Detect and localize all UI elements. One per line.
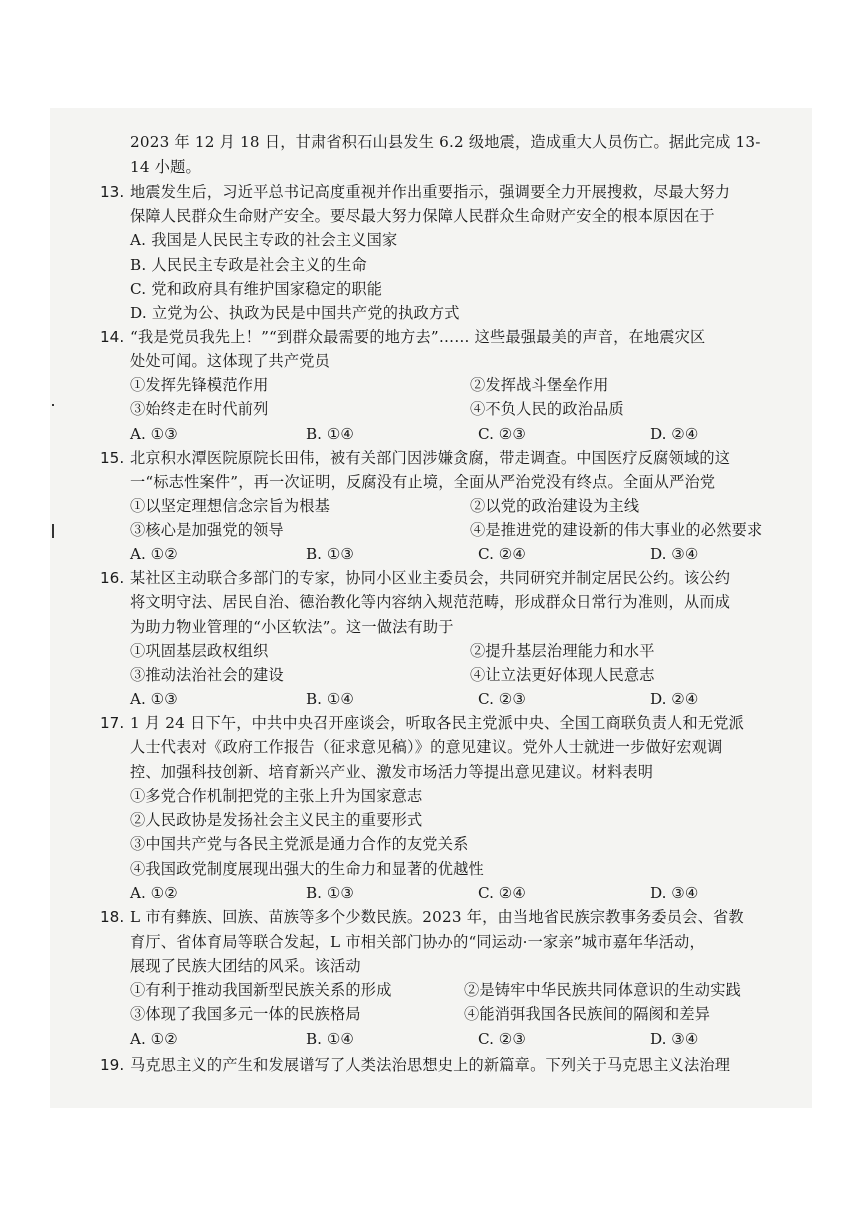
question-15-item-4: ④是推进党的建设新的伟大事业的必然要求 [470,521,763,539]
question-16-choice-d: D. ②④ [650,690,699,708]
question-15-choice-d: D. ③④ [650,545,699,563]
question-17-number: 17. [100,714,125,732]
question-15-number: 15. [100,449,125,467]
question-14-stem-2: 处处可闻。这体现了共产党员 [130,352,331,370]
question-16-item-3: ③推动法治社会的建设 [130,666,284,684]
question-16-choice-b: B. ①④ [306,690,355,708]
question-16-choice-c: C. ②③ [478,690,526,708]
intro-line-2: 14 小题。 [130,158,201,176]
question-13-number: 13. [100,183,125,201]
scan-mark-bottom [52,524,54,538]
question-18-item-4: ④能消弭我国各民族间的隔阂和差异 [464,1005,711,1023]
question-17-stem-1: 1 月 24 日下午，中共中央召开座谈会，听取各民主党派中央、全国工商联负责人和无党派 [130,714,745,732]
question-18-choice-a: A. ①② [130,1030,178,1048]
question-14-item-3: ③始终走在时代前列 [130,400,269,418]
question-17-choice-b: B. ①③ [306,884,355,902]
question-19-stem-1: 马克思主义的产生和发展谱写了人类法治思想史上的新篇章。下列关于马克思主义法治理 [130,1056,731,1074]
question-16-item-4: ④让立法更好体现人民意志 [470,666,655,684]
question-14-stem-1: “我是党员我先上！”“到群众最需要的地方去”…… 这些最强最美的声音，在地震灾区 [130,328,706,346]
question-14-choice-c: C. ②③ [478,425,526,443]
question-15-item-3: ③核心是加强党的领导 [130,521,284,539]
question-14-choice-b: B. ①④ [306,425,355,443]
question-17-item-2: ②人民政协是发扬社会主义民主的重要形式 [130,811,423,829]
question-16-number: 16. [100,569,125,587]
question-19-number: 19. [100,1056,125,1074]
question-17-item-3: ③中国共产党与各民主党派是通力合作的友党关系 [130,835,469,853]
question-15-choice-a: A. ①② [130,545,178,563]
question-14-item-2: ②发挥战斗堡垒作用 [470,376,609,394]
question-18-choice-d: D. ③④ [650,1030,699,1048]
question-17-stem-3: 控、加强科技创新、培育新兴产业、激发市场活力等提出意见建议。材料表明 [130,763,654,781]
question-17-choice-a: A. ①② [130,884,178,902]
intro-line-1: 2023 年 12 月 18 日，甘肃省积石山县发生 6.2 级地震，造成重大人员伤亡。据此完成 13- [130,133,761,151]
question-16-item-2: ②提升基层治理能力和水平 [470,642,655,660]
question-16-choice-a: A. ①③ [130,690,178,708]
question-14-choice-d: D. ②④ [650,425,699,443]
question-13-choice-c: C. 党和政府具有维护国家稳定的职能 [130,280,383,298]
question-13-stem-1: 地震发生后，习近平总书记高度重视并作出重要指示，强调要全力开展搜救，尽最大努力 [130,183,731,201]
question-17-stem-2: 人士代表对《政府工作报告（征求意见稿）》的意见建议。党外人士就进一步做好宏观调 [130,738,723,756]
question-14-item-4: ④不负人民的政治品质 [470,400,624,418]
question-17-choice-d: D. ③④ [650,884,699,902]
question-15-choice-c: C. ②④ [478,545,526,563]
question-13-choice-a: A. 我国是人民民主专政的社会主义国家 [130,231,398,249]
question-16-stem-2: 将文明守法、居民自治、德治教化等内容纳入规范范畴，形成群众日常行为准则，从而成 [130,593,731,611]
question-16-stem-1: 某社区主动联合多部门的专家，协同小区业主委员会，共同研究并制定居民公约。该公约 [130,569,731,587]
question-15-item-2: ②以党的政治建设为主线 [470,497,640,515]
question-18-item-1: ①有利于推动我国新型民族关系的形成 [130,981,392,999]
question-14-number: 14. [100,328,125,346]
question-17-item-4: ④我国政党制度展现出强大的生命力和显著的优越性 [130,860,484,878]
question-18-stem-2: 育厅、省体育局等联合发起，L 市相关部门协办的“同运动·一家亲”城市嘉年华活动， [130,933,705,951]
question-18-stem-1: L 市有彝族、回族、苗族等多个少数民族。2023 年，由当地省民族宗教事务委员会、省教 [130,908,744,926]
question-18-item-2: ②是铸牢中华民族共同体意识的生动实践 [464,981,741,999]
question-14-choice-a: A. ①③ [130,425,178,443]
scan-mark-top [52,404,54,406]
question-18-stem-3: 展现了民族大团结的风采。该活动 [130,957,361,975]
question-13-choice-d: D. 立党为公、执政为民是中国共产党的执政方式 [130,304,460,322]
question-16-stem-3: 为助力物业管理的“小区软法”。这一做法有助于 [130,618,454,636]
question-18-choice-c: C. ②③ [478,1030,526,1048]
question-13-choice-b: B. 人民民主专政是社会主义的生命 [130,256,367,274]
question-15-stem-2: 一“标志性案件”，再一次证明，反腐没有止境，全面从严治党没有终点。全面从严治党 [130,473,716,491]
question-17-item-1: ①多党合作机制把党的主张上升为国家意志 [130,787,423,805]
question-14-item-1: ①发挥先锋模范作用 [130,376,269,394]
question-15-stem-1: 北京积水潭医院原院长田伟，被有关部门因涉嫌贪腐，带走调查。中国医疗反腐领域的这 [130,449,731,467]
question-18-item-3: ③体现了我国多元一体的民族格局 [130,1005,361,1023]
question-18-number: 18. [100,908,125,926]
question-13-stem-2: 保障人民群众生命财产安全。要尽最大努力保障人民群众生命财产安全的根本原因在于 [130,207,715,225]
question-18-choice-b: B. ①④ [306,1030,355,1048]
question-17-choice-c: C. ②④ [478,884,526,902]
question-15-item-1: ①以坚定理想信念宗旨为根基 [130,497,331,515]
question-15-choice-b: B. ①③ [306,545,355,563]
question-16-item-1: ①巩固基层政权组织 [130,642,269,660]
